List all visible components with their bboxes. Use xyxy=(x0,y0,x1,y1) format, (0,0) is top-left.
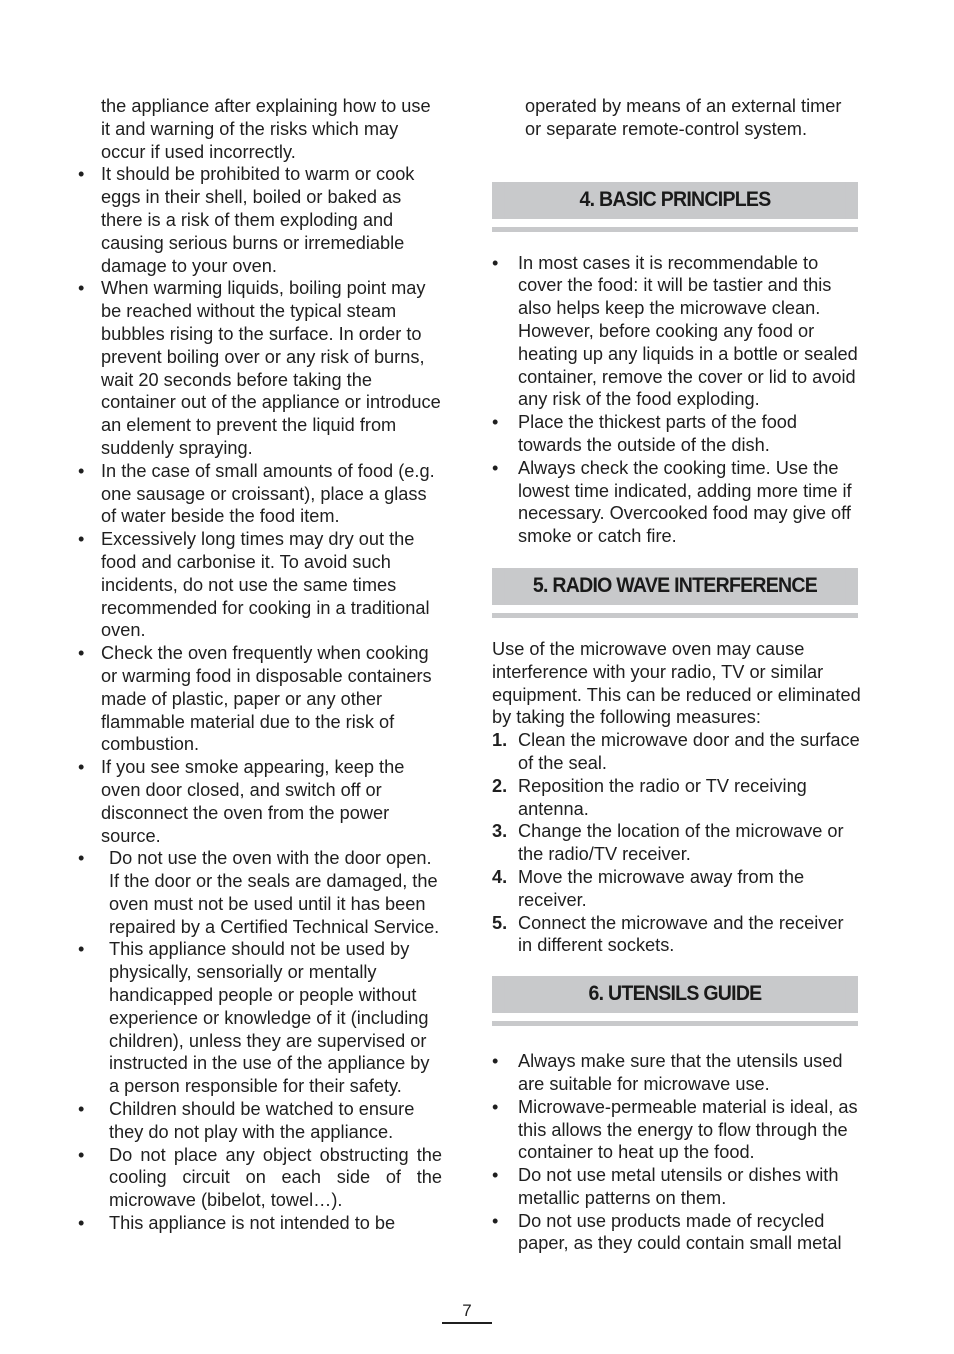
utensils-guide-list xyxy=(492,1050,862,1255)
page-number-underline xyxy=(442,1322,492,1324)
right-column xyxy=(492,95,862,1255)
continued-paragraph: the appliance after explaining how to use it and warning of the risks which may occur if used incorrectly. xyxy=(101,96,431,162)
list-item: • Do not use metal utensils or dishes with metallic patterns on them. xyxy=(492,1164,862,1210)
list-item xyxy=(492,820,862,866)
section-header-radio-wave-interference xyxy=(492,568,862,618)
list-item: • Do not use the oven with the door open. If the door or the seals are damaged, the oven must not be used until it has been repaired by a Certified Technical Service. xyxy=(78,847,442,938)
list-item: • Do not use products made of recycled paper, as they could contain small metal xyxy=(492,1210,862,1256)
section-title: 4. BASIC PRINCIPLES xyxy=(505,182,845,219)
list-item: • Check the oven frequently when cooking or warming food in disposable containers made of plastic, paper or any other flammable material due to the risk of combustion. xyxy=(78,642,442,756)
step-text: Reposition the radio or TV receiving antenna. xyxy=(518,775,807,819)
interference-paragraph: Use of the microwave oven may cause interference with your radio, TV or similar equipment. This can be reduced or eliminated by taking the following measures: xyxy=(492,638,861,728)
list-item: • Place the thickest parts of the food towards the outside of the dish. xyxy=(492,411,862,457)
section-header-utensils-guide xyxy=(492,976,862,1026)
continued-paragraph: operated by means of an external timer or separate remote-control system. xyxy=(525,96,842,139)
basic-principles-list xyxy=(492,252,862,548)
step-number: 3. xyxy=(492,821,508,842)
list-item xyxy=(492,912,862,958)
step-text: Connect the microwave and the receiver in different sockets. xyxy=(518,912,844,956)
list-item: • Always make sure that the utensils used are suitable for microwave use. xyxy=(492,1050,862,1096)
list-item: • In most cases it is recommendable to cover the food: it will be tastier and this also helps keep the microwave clean. However, before cooking any food or heating up any liquids in a bottle or sealed container, remove the cover or lid to avoid any risk of the food exploding. xyxy=(492,252,862,412)
section-divider xyxy=(492,227,858,232)
page-number: 7 xyxy=(462,1301,472,1320)
list-item xyxy=(492,866,862,912)
step-text: Clean the microwave door and the surface of the seal. xyxy=(518,730,860,773)
list-item xyxy=(492,729,862,775)
section-divider xyxy=(492,1021,858,1026)
list-item: • Children should be watched to ensure they do not play with the appliance. xyxy=(78,1098,442,1144)
list-item: • Excessively long times may dry out the food and carbonise it. To avoid such incidents, do not use the same times recommended for cooking in a traditional oven. xyxy=(78,528,442,642)
list-item: • If you see smoke appearing, keep the oven door closed, and switch off or disconnect the oven from the power source. xyxy=(78,756,442,847)
step-number: 5. xyxy=(492,912,508,933)
list-item: • This appliance should not be used by physically, sensorially or mentally handicapped people or people without experience or knowledge of it (including children), unless they are supervised or instructed in the use of the appliance by a person responsible for their safety. xyxy=(78,938,442,1098)
list-item: • It should be prohibited to warm or cook eggs in their shell, boiled or baked as there is a risk of them exploding and causing serious burns or irremediable damage to your oven. xyxy=(78,163,442,277)
list-item: • In the case of small amounts of food (e.g. one sausage or croissant), place a glass of water beside the food item. xyxy=(78,460,442,528)
list-item: • Do not place any object obstructing the cooling circuit on each side of the microwave (bibelot, towel…). xyxy=(78,1144,442,1212)
interference-steps-list xyxy=(492,729,862,957)
step-number: 1. xyxy=(492,730,508,751)
step-number: 4. xyxy=(492,866,508,887)
section-title: 6. UTENSILS GUIDE xyxy=(505,976,845,1013)
list-item: • This appliance is not intended to be xyxy=(78,1212,442,1235)
step-text: Move the microwave away from the receiver. xyxy=(518,866,805,910)
section-header-basic-principles xyxy=(492,182,862,232)
section-title: 5. RADIO WAVE INTERFERENCE xyxy=(505,568,845,605)
list-item: • Always check the cooking time. Use the lowest time indicated, adding more time if necessary. Overcooked food may give off smoke or catch fire. xyxy=(492,457,862,548)
list-item xyxy=(492,775,862,821)
step-text: Change the location of the microwave or the radio/TV receiver. xyxy=(518,821,844,865)
left-column xyxy=(78,95,442,1235)
list-item: • When warming liquids, boiling point may be reached without the typical steam bubbles rising to the surface. In order to prevent boiling over or any risk of burns, wait 20 seconds before taking the container out of the appliance or introduce an element to prevent the liquid from suddenly spraying. xyxy=(78,277,442,459)
safety-bullet-list xyxy=(78,163,442,1234)
step-number: 2. xyxy=(492,775,508,796)
section-divider xyxy=(492,613,858,618)
list-item: • Microwave-permeable material is ideal, as this allows the energy to flow through the container to heat up the food. xyxy=(492,1096,862,1164)
